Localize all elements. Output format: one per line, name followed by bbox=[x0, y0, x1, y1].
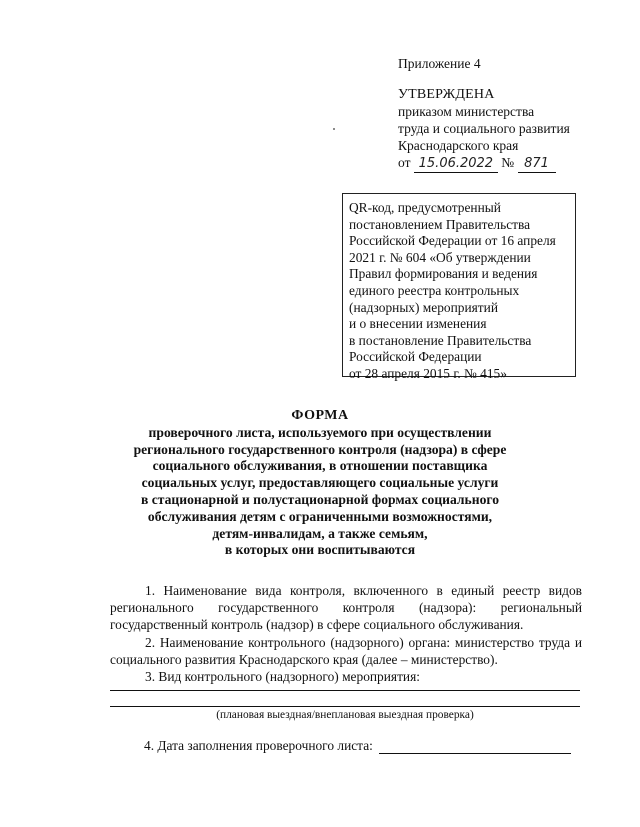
qr-line: единого реестра контрольных bbox=[349, 282, 520, 298]
item-4: 4. Дата заполнения проверочного листа: bbox=[144, 738, 373, 753]
approval-line-1: приказом министерства bbox=[398, 104, 535, 119]
item-3: 3. Вид контрольного (надзорного) мероприятия: bbox=[145, 669, 420, 685]
number-label: № bbox=[501, 155, 515, 170]
form-title-line: социального обслуживания, в отношении поставщика bbox=[152, 458, 488, 474]
item-1: 1. Наименование вида контроля, включенного в единый реестр видов регионального государственного контроля (надзора): региональный государственный контроль (надзор) в сфере социального обслуживания. bbox=[110, 583, 582, 633]
qr-line: и о внесении изменения bbox=[349, 316, 487, 332]
form-heading: ФОРМА bbox=[291, 408, 349, 423]
approved-stamp: УТВЕРЖДЕНА bbox=[398, 87, 495, 102]
approval-line-2: труда и социального развития bbox=[398, 121, 570, 136]
appendix-label: Приложение 4 bbox=[398, 56, 481, 71]
approval-line-3: Краснодарского края bbox=[398, 138, 519, 153]
qr-line: 2021 г. № 604 «Об утверждении bbox=[349, 249, 531, 265]
form-title-line: детям-инвалидам, а также семьям, bbox=[212, 525, 428, 541]
approval-block bbox=[398, 55, 570, 173]
qr-line: Российской Федерации от 16 апреля bbox=[349, 233, 556, 249]
fill-date-field[interactable] bbox=[379, 741, 571, 754]
form-title-line: регионального государственного контроля (надзора) в сфере bbox=[133, 441, 507, 457]
qr-line: QR-код, предусмотренный bbox=[349, 200, 501, 215]
form-title-line: в которых они воспитываются bbox=[224, 542, 416, 558]
form-items bbox=[110, 582, 582, 685]
qr-line: от 28 апреля 2015 г. № 415» bbox=[349, 365, 507, 381]
scan-speck bbox=[333, 128, 335, 130]
qr-code-box bbox=[342, 193, 576, 381]
approval-date-row bbox=[398, 154, 570, 173]
form-title-line: обслуживания детям с ограниченными возможностями, bbox=[147, 508, 493, 524]
qr-line: (надзорных) мероприятий bbox=[349, 299, 498, 315]
control-type-field-line-2[interactable] bbox=[110, 706, 580, 707]
qr-line: постановлением Правительства bbox=[349, 216, 531, 232]
form-title bbox=[60, 408, 580, 559]
order-date: 15.06.2022 bbox=[414, 155, 498, 173]
form-title-line: проверочного листа, используемого при осуществлении bbox=[148, 424, 492, 440]
form-title-line: социальных услуг, предоставляющего социальные услуги bbox=[141, 475, 499, 491]
qr-line: Правил формирования и ведения bbox=[349, 266, 538, 282]
qr-line: в постановление Правительства bbox=[349, 332, 532, 348]
order-number: 871 bbox=[518, 155, 556, 173]
form-title-line: в стационарной и полустационарной формах социального bbox=[141, 491, 499, 507]
item-2: 2. Наименование контрольного (надзорного) органа: министерство труда и социального развития Краснодарского края (далее – министерство). bbox=[110, 634, 582, 667]
fill-date-row bbox=[144, 738, 571, 754]
control-type-field-line-1[interactable] bbox=[110, 690, 580, 691]
qr-line: Российской Федерации bbox=[349, 349, 482, 365]
control-type-hint: (плановая выездная/внеплановая выездная проверка) bbox=[216, 709, 474, 721]
from-label: от bbox=[398, 155, 411, 170]
